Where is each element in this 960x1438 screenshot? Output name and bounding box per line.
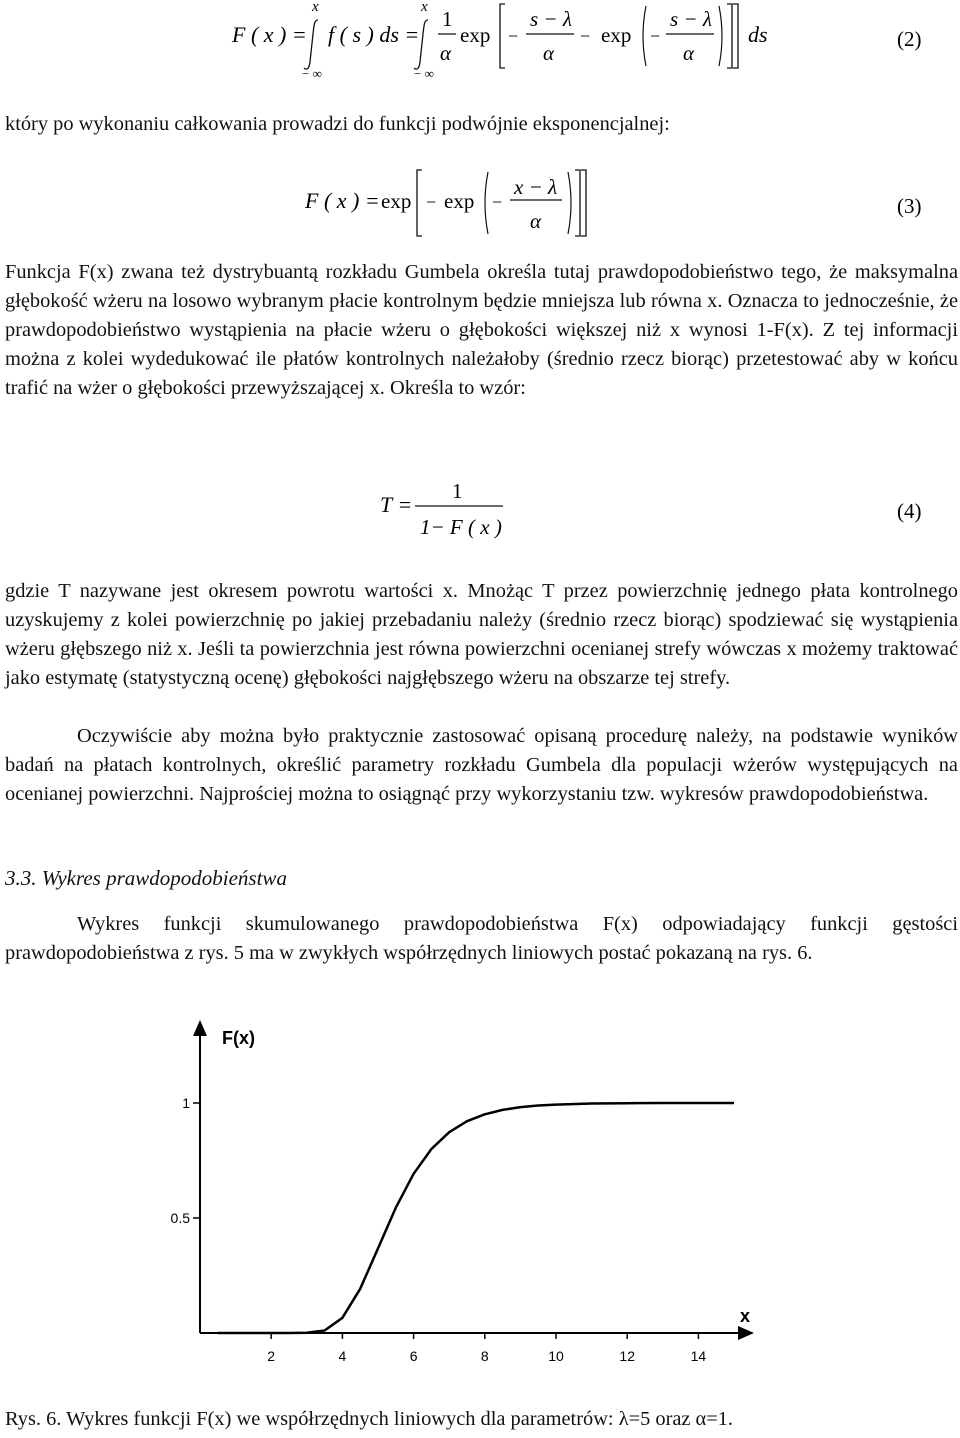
eq3-minus-2: − xyxy=(492,192,503,212)
eq2-ds: ds xyxy=(748,22,768,47)
eq2-frac-num-2: s − λ xyxy=(670,7,712,31)
eq2-minus-2: − xyxy=(580,26,591,46)
eq2-alpha-1: α xyxy=(440,41,452,65)
eq4-number: (4) xyxy=(897,499,922,523)
eq2-alpha-3: α xyxy=(683,41,695,65)
eq2-frac-num-1: s − λ xyxy=(530,7,572,31)
eq2-minus-1: − xyxy=(508,26,519,46)
x-tick-label: 2 xyxy=(267,1348,276,1364)
eq3-minus-1: − xyxy=(426,192,437,212)
eq2-lower-limit-2: − ∞ xyxy=(414,66,434,81)
paragraph-1: który po wykonaniu całkowania prowadzi do funkcji podwójnie eksponencjalnej: xyxy=(5,113,670,135)
y-tick-label: 1 xyxy=(182,1095,190,1111)
paragraph-4: Oczywiście aby można było praktycznie zastosować opisaną procedurę należy, na podstawie wyników badań na płatach kontrolnych, określić parametry rozkładu Gumbela dla populacji wżerów występujących na ocenianej powierzchni. Najprościej można to osiągnąć przy wykorzystaniu tzw. wykresów prawdopodobieństwa. xyxy=(5,725,958,805)
chart-axes xyxy=(193,1020,754,1340)
eq3-number: (3) xyxy=(897,194,922,218)
eq2-minus-3: − xyxy=(650,26,661,46)
eq2-one: 1 xyxy=(442,7,453,31)
eq3-exp-1: exp xyxy=(381,189,412,213)
eq2-upper-limit-2: x xyxy=(421,0,428,15)
eq2-number: (2) xyxy=(897,27,922,51)
eq4-lhs: T = xyxy=(380,492,413,517)
eq2-exp-1: exp xyxy=(460,23,491,47)
eq2-upper-limit-1: x xyxy=(312,0,319,15)
eq2-lhs: F ( x ) = xyxy=(232,22,307,47)
eq2-integrand: f ( s ) ds = xyxy=(328,22,420,47)
x-tick-label: 10 xyxy=(548,1348,564,1364)
cdf-curve xyxy=(218,1103,734,1333)
y-axis-label: F(x) xyxy=(222,1028,255,1048)
paragraph-5: Wykres funkcji skumulowanego prawdopodobieństwa F(x) odpowiadający funkcji gęstości prawdopodobieństwa z rys. 5 ma w zwykłych współrzędnych liniowych postać pokazaną na rys. 6. xyxy=(5,913,958,964)
eq3-exp-2: exp xyxy=(444,189,475,213)
eq4-numerator: 1 xyxy=(452,479,463,503)
paragraph-2: Funkcja F(x) zwana też dystrybuantą rozkładu Gumbela określa tutaj prawdopodobieństwo tego, że maksymalna głębokość wżeru na losowo wybranym płacie kontrolnym będzie mniejsza lub równa x. Oznacza to jednocześnie, że prawdopodobieństwo wystąpienia na płacie wżeru o głębokości większej niż x wynosi 1-F(x). Z tej informacji można z kolei wydedukować ile płatów kontrolnych należałoby (średnio rzecz biorąc) przetestować aby w końcu trafić na wżer o głębokości przewyższającej x. Określa to wzór: xyxy=(5,261,958,399)
x-tick-label: 12 xyxy=(619,1348,635,1364)
eq4-denominator: 1− F ( x ) xyxy=(420,515,502,539)
eq2-exp-2: exp xyxy=(601,23,632,47)
figure-caption: Rys. 6. Wykres funkcji F(x) we współrzędnych liniowych dla parametrów: λ=5 oraz α=1. xyxy=(5,1408,734,1430)
chart-series xyxy=(218,1103,734,1333)
paragraph-3: gdzie T nazywane jest okresem powrotu wartości x. Mnożąc T przez powierzchnię jednego płata kontrolnego uzyskujemy z kolei powierzchnię po jakiej przebadaniu należy (średnio rzecz biorąc) spodziewać się wystąpienia wżeru głębszego niż x. Jeśli ta powierzchnia jest równa powierzchni ocenianej strefy wówczas x możemy traktować jako estymatę (statystyczną ocenę) głębokości najgłębszego wżeru na obszarze tej strefy. xyxy=(5,580,958,689)
x-tick-label: 8 xyxy=(480,1348,489,1364)
eq3-frac-den: α xyxy=(530,209,542,233)
x-axis-arrow xyxy=(738,1326,754,1340)
x-tick-label: 4 xyxy=(338,1348,347,1364)
eq3-lhs: F ( x ) = xyxy=(305,188,380,213)
eq2-alpha-2: α xyxy=(543,41,555,65)
eq3-frac-num: x − λ xyxy=(514,175,558,199)
x-tick-label: 6 xyxy=(409,1348,418,1364)
chart-ticks xyxy=(171,1095,707,1364)
x-axis-label: x xyxy=(740,1306,751,1326)
x-tick-label: 14 xyxy=(690,1348,707,1364)
section-heading: 3.3. Wykres prawdopodobieństwa xyxy=(5,866,287,890)
y-tick-label: 0.5 xyxy=(170,1210,190,1226)
y-axis-arrow xyxy=(193,1020,207,1036)
eq2-lower-limit-1: − ∞ xyxy=(302,66,322,81)
